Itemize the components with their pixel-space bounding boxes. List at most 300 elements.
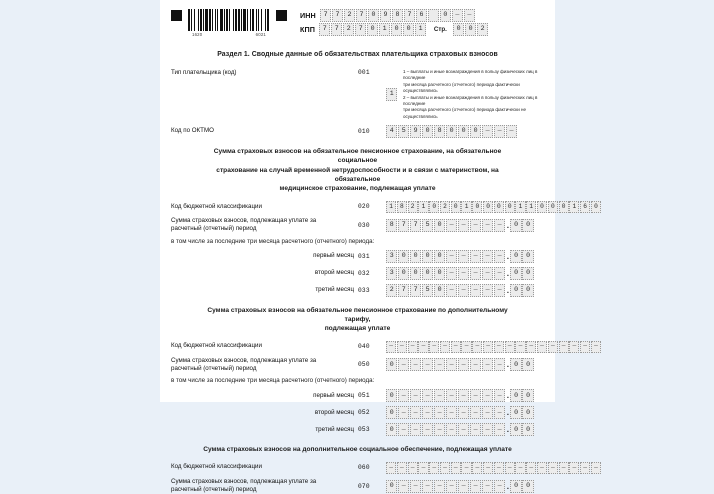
char-cell[interactable]: — [408, 341, 418, 353]
char-cell[interactable]: 9 [380, 9, 391, 22]
block1-title-line1: Сумма страховых взносов на обязательное пенсионное страхование, на обязательное социальное [213, 148, 502, 165]
char-cell[interactable]: — [494, 267, 505, 280]
char-cell[interactable]: 0 [434, 284, 445, 297]
block2-kbk-field[interactable] [386, 341, 602, 353]
char-cell[interactable]: — [461, 462, 471, 474]
char-cell[interactable]: — [397, 341, 407, 353]
char-cell[interactable]: — [494, 389, 505, 402]
char-cell[interactable]: 0 [522, 284, 533, 297]
char-cell[interactable]: 0 [398, 250, 409, 263]
char-cell[interactable]: — [446, 406, 457, 419]
char-cell[interactable]: 0 [510, 250, 521, 263]
char-cell[interactable]: — [440, 462, 450, 474]
char-cell[interactable]: 0 [391, 23, 402, 36]
char-cell[interactable] [428, 9, 439, 22]
payer-type-hint-line3: 2 – выплаты и иные вознаграждения в пользу физических лиц в последние [402, 94, 538, 106]
char-cell[interactable]: 0 [522, 250, 533, 263]
block2-incl-note: в том числе за последние три месяца расчетного (отчетного) периода: [171, 377, 375, 385]
char-cell[interactable]: — [482, 219, 493, 232]
char-cell[interactable]: — [446, 358, 457, 371]
form-page [160, 0, 598, 494]
block3-sum-code: 070 [358, 482, 370, 490]
char-cell[interactable]: — [422, 480, 433, 493]
char-cell[interactable]: — [494, 480, 505, 493]
char-cell[interactable]: — [494, 250, 505, 263]
char-cell[interactable]: — [472, 462, 482, 474]
char-cell[interactable]: — [410, 480, 421, 493]
char-cell[interactable]: 7 [320, 9, 331, 22]
char-cell[interactable]: 0 [410, 267, 421, 280]
char-cell[interactable]: 6 [416, 9, 427, 22]
block2-sum-label [171, 357, 358, 374]
char-cell[interactable]: — [505, 341, 515, 353]
char-cell[interactable]: — [470, 358, 481, 371]
char-cell[interactable]: — [461, 341, 471, 353]
char-cell[interactable]: 0 [410, 250, 421, 263]
char-cell[interactable]: 0 [422, 125, 433, 138]
char-cell[interactable]: — [422, 423, 433, 436]
char-cell[interactable]: 1 [415, 23, 426, 36]
char-cell[interactable]: — [505, 462, 515, 474]
char-cell[interactable]: 1 [515, 201, 525, 213]
char-cell[interactable]: 0 [386, 480, 397, 493]
char-cell[interactable]: — [580, 462, 590, 474]
char-cell[interactable]: 0 [446, 125, 457, 138]
page-label: Стр. [433, 26, 447, 33]
row-oktmo [171, 125, 544, 138]
block2-month-3-kop-field[interactable] [510, 423, 534, 436]
char-cell[interactable]: 0 [510, 358, 521, 371]
char-cell[interactable]: — [446, 267, 457, 280]
char-cell[interactable]: 0 [510, 480, 521, 493]
block2-month-1-label: первый месяц [313, 391, 354, 399]
char-cell[interactable]: 3 [386, 267, 397, 280]
block3-kbk-code: 060 [358, 464, 370, 472]
char-cell[interactable]: — [458, 406, 469, 419]
char-cell[interactable]: 0 [429, 201, 439, 213]
char-cell[interactable]: — [446, 250, 457, 263]
block1-kbk-code: 020 [358, 203, 370, 211]
alignment-square-right-icon [276, 10, 287, 21]
char-cell[interactable]: — [386, 462, 396, 474]
char-cell[interactable]: — [446, 423, 457, 436]
char-cell[interactable]: — [559, 462, 569, 474]
char-cell[interactable]: 7 [356, 9, 367, 22]
char-cell[interactable]: 1 [418, 201, 428, 213]
char-cell[interactable]: — [434, 389, 445, 402]
char-cell[interactable]: 0 [458, 125, 469, 138]
char-cell[interactable]: — [422, 358, 433, 371]
block2-month-2-rub-field[interactable] [386, 406, 506, 419]
char-cell[interactable]: — [458, 480, 469, 493]
block1-month-2-separator: . [505, 269, 511, 279]
row-block2-kbk [171, 341, 598, 353]
block2-month-2-separator: . [505, 409, 511, 419]
char-cell[interactable]: — [458, 389, 469, 402]
block2-month-1-separator: . [505, 392, 511, 402]
row-block3-kbk [171, 462, 598, 474]
char-cell[interactable]: — [482, 267, 493, 280]
char-cell[interactable]: — [458, 423, 469, 436]
block3-sum-label-line2: расчетный (отчетный) период [171, 486, 257, 494]
block3-sum-separator: . [505, 482, 511, 492]
char-cell[interactable]: — [515, 462, 525, 474]
row-block1-sum [171, 217, 544, 234]
char-cell[interactable]: — [397, 462, 407, 474]
char-cell[interactable]: — [472, 341, 482, 353]
block2-sum-code: 050 [358, 361, 370, 369]
char-cell[interactable]: — [470, 250, 481, 263]
char-cell[interactable]: — [434, 358, 445, 371]
char-cell[interactable]: 0 [422, 267, 433, 280]
row-block1-month-1 [171, 250, 544, 263]
char-cell[interactable]: — [482, 423, 493, 436]
char-cell[interactable]: — [537, 462, 547, 474]
char-cell[interactable]: — [482, 406, 493, 419]
char-cell[interactable]: — [559, 341, 569, 353]
char-cell[interactable]: — [526, 341, 536, 353]
block2-sum-rub-field[interactable] [386, 358, 506, 371]
char-cell[interactable]: — [418, 341, 428, 353]
char-cell[interactable]: 0 [422, 250, 433, 263]
char-cell[interactable]: 7 [398, 284, 409, 297]
char-cell[interactable]: 0 [440, 9, 451, 22]
char-cell[interactable]: 0 [453, 23, 464, 36]
char-cell[interactable]: — [569, 341, 579, 353]
char-cell[interactable]: 0 [510, 219, 521, 232]
char-cell[interactable]: — [410, 389, 421, 402]
char-cell[interactable]: 4 [386, 125, 397, 138]
char-cell[interactable]: 0 [386, 358, 397, 371]
char-cell[interactable]: 0 [548, 201, 558, 213]
block1-sum-label-line2: расчетный (отчетный) период [171, 225, 257, 233]
payer-type-hint-line2: три месяца расчетного (отчетного) периода фактически осуществлялись [402, 81, 520, 94]
block3-sum-label-line1: Сумма страховых взносов, подлежащая уплате за [171, 477, 317, 485]
alignment-square-left-icon [171, 10, 182, 21]
block2-sum-label-line2: расчетный (отчетный) период [171, 364, 257, 372]
char-cell[interactable]: 7 [332, 9, 343, 22]
char-cell[interactable]: 0 [522, 480, 533, 493]
char-cell[interactable]: 7 [404, 9, 415, 22]
char-cell[interactable]: 0 [403, 23, 414, 36]
char-cell[interactable]: 7 [319, 23, 330, 36]
char-cell[interactable]: — [548, 462, 558, 474]
char-cell[interactable]: 0 [510, 423, 521, 436]
char-cell[interactable]: — [410, 358, 421, 371]
char-cell[interactable]: — [458, 358, 469, 371]
block2-month-3-separator: . [505, 426, 511, 436]
char-cell[interactable]: 0 [451, 201, 461, 213]
block3-title-line1: Сумма страховых взносов на дополнительное социальное обеспечение, подлежащая уплате [203, 446, 512, 454]
char-cell[interactable]: 0 [522, 389, 533, 402]
block2-kbk-label: Код бюджетной классификации [171, 342, 262, 350]
char-cell[interactable]: 6 [580, 201, 590, 213]
char-cell[interactable]: — [494, 423, 505, 436]
char-cell[interactable]: — [446, 480, 457, 493]
payer-type-code: 001 [358, 69, 370, 76]
block1-sum-rub-field[interactable] [386, 219, 506, 232]
char-cell[interactable]: 9 [410, 125, 421, 138]
block2-month-2-kop-field[interactable] [510, 406, 534, 419]
block1-month-1-rub-field[interactable] [386, 250, 506, 263]
barcode-number-right: 6021 [255, 31, 266, 37]
block2-title-line2: подлежащая уплате [324, 325, 391, 333]
char-cell[interactable]: 0 [505, 201, 515, 213]
char-cell[interactable]: 1 [386, 88, 397, 101]
char-cell[interactable]: — [482, 284, 493, 297]
char-cell[interactable]: 3 [386, 250, 397, 263]
char-cell[interactable]: 8 [397, 201, 407, 213]
char-cell[interactable]: 0 [368, 9, 379, 22]
block1-kbk-label: Код бюджетной классификации [171, 202, 262, 210]
char-cell[interactable]: 2 [386, 284, 397, 297]
char-cell[interactable]: — [458, 267, 469, 280]
char-cell[interactable]: 5 [422, 219, 433, 232]
char-cell[interactable]: 0 [434, 250, 445, 263]
block1-month-1-separator: . [505, 252, 511, 262]
block1-month-3-rub-field[interactable] [386, 284, 506, 297]
char-cell[interactable]: 0 [510, 284, 521, 297]
char-cell[interactable]: 7 [410, 284, 421, 297]
char-cell[interactable]: 0 [367, 23, 378, 36]
char-cell[interactable]: 1 [526, 201, 536, 213]
char-cell[interactable]: 5 [422, 284, 433, 297]
char-cell[interactable]: — [482, 125, 493, 138]
inn-row [300, 9, 544, 21]
char-cell[interactable]: — [470, 480, 481, 493]
char-cell[interactable]: — [470, 284, 481, 297]
char-cell[interactable]: — [506, 125, 517, 138]
char-cell[interactable]: 0 [386, 389, 397, 402]
char-cell[interactable]: — [494, 341, 504, 353]
char-cell[interactable]: — [591, 341, 601, 353]
block1-month-2-kop-field[interactable] [510, 267, 534, 280]
block2-title [197, 306, 518, 334]
block2-month-3-rub-field[interactable] [386, 423, 506, 436]
char-cell[interactable]: 7 [355, 23, 366, 36]
block2-month-1-rub-field[interactable] [386, 389, 506, 402]
char-cell[interactable]: — [386, 341, 396, 353]
block3-sum-kop-field[interactable] [510, 480, 534, 493]
row-block1-month-2 [171, 267, 544, 280]
char-cell[interactable]: — [482, 250, 493, 263]
char-cell[interactable]: — [451, 462, 461, 474]
block1-month-2-rub-field[interactable] [386, 267, 506, 280]
char-cell[interactable]: 8 [386, 219, 397, 232]
char-cell[interactable]: — [494, 219, 505, 232]
block2-sum-kop-field[interactable] [510, 358, 534, 371]
char-cell[interactable]: 0 [398, 267, 409, 280]
row-block2-sum [171, 357, 544, 374]
block1-month-1-label: первый месяц [313, 251, 354, 259]
block1-incl-note: в том числе за последние три месяца расчетного (отчетного) периода: [171, 237, 375, 245]
char-cell[interactable]: 8 [434, 125, 445, 138]
char-cell[interactable]: 0 [386, 423, 397, 436]
block2-sum-label-line1: Сумма страховых взносов, подлежащая уплате за [171, 356, 317, 364]
char-cell[interactable]: — [458, 219, 469, 232]
block1-month-3-kop-field[interactable] [510, 284, 534, 297]
row-block3-sum [171, 478, 544, 494]
block2-month-2-code: 052 [358, 409, 370, 417]
char-cell[interactable]: 0 [522, 267, 533, 280]
char-cell[interactable]: — [434, 406, 445, 419]
char-cell[interactable]: — [398, 406, 409, 419]
char-cell[interactable]: — [422, 389, 433, 402]
char-cell[interactable]: 0 [522, 358, 533, 371]
kpp-field[interactable] [319, 23, 427, 36]
char-cell[interactable]: — [580, 341, 590, 353]
char-cell[interactable]: — [482, 389, 493, 402]
char-cell[interactable]: 0 [494, 201, 504, 213]
char-cell[interactable]: — [408, 462, 418, 474]
char-cell[interactable]: — [451, 341, 461, 353]
char-cell[interactable]: — [410, 423, 421, 436]
page-number-field[interactable] [453, 23, 489, 36]
char-cell[interactable]: — [483, 341, 493, 353]
char-cell[interactable]: — [410, 406, 421, 419]
block1-month-1-kop-field[interactable] [510, 250, 534, 263]
row-block1-kbk [171, 201, 598, 213]
char-cell[interactable]: 2 [440, 201, 450, 213]
row-block1-month-3 [171, 284, 544, 297]
char-cell[interactable]: 2 [477, 23, 488, 36]
char-cell[interactable]: — [569, 462, 579, 474]
char-cell[interactable]: — [398, 423, 409, 436]
char-cell[interactable]: 0 [434, 219, 445, 232]
char-cell[interactable]: 0 [510, 389, 521, 402]
char-cell[interactable]: 1 [461, 201, 471, 213]
char-cell[interactable]: 0 [510, 406, 521, 419]
char-cell[interactable]: 2 [344, 9, 355, 22]
char-cell[interactable]: 2 [408, 201, 418, 213]
char-cell[interactable]: — [398, 358, 409, 371]
char-cell[interactable]: — [483, 462, 493, 474]
inn-label: ИНН [300, 10, 316, 20]
char-cell[interactable]: — [591, 462, 601, 474]
char-cell[interactable]: — [434, 423, 445, 436]
char-cell[interactable]: 0 [386, 406, 397, 419]
payer-type-hint [403, 69, 544, 120]
block3-kbk-field[interactable] [386, 462, 602, 474]
char-cell[interactable]: — [494, 284, 505, 297]
char-cell[interactable]: 7 [331, 23, 342, 36]
identifiers-block [300, 9, 544, 38]
char-cell[interactable]: 1 [386, 201, 396, 213]
char-cell[interactable]: — [470, 267, 481, 280]
char-cell[interactable]: 7 [410, 219, 421, 232]
char-cell[interactable]: — [470, 423, 481, 436]
block2-month-3-label: третий месяц [315, 425, 354, 433]
char-cell[interactable]: 5 [398, 125, 409, 138]
char-cell[interactable]: — [482, 358, 493, 371]
char-cell[interactable]: — [458, 284, 469, 297]
char-cell[interactable]: — [548, 341, 558, 353]
char-cell[interactable]: 0 [472, 201, 482, 213]
oktmo-code: 010 [358, 128, 370, 135]
inn-field[interactable] [320, 9, 476, 22]
char-cell[interactable]: 0 [559, 201, 569, 213]
block1-month-3-code: 033 [358, 286, 370, 294]
payer-type-field[interactable] [386, 88, 398, 101]
char-cell[interactable]: 0 [465, 23, 476, 36]
char-cell[interactable]: — [429, 462, 439, 474]
char-cell[interactable]: — [429, 341, 439, 353]
char-cell[interactable]: 7 [398, 219, 409, 232]
block1-title [197, 147, 518, 194]
row-payer-type [171, 69, 544, 120]
block2-title-line1: Сумма страховых взносов на обязательное пенсионное страхование по дополнительному тарифу, [207, 306, 508, 323]
form-header [171, 9, 544, 38]
char-cell[interactable]: 0 [522, 423, 533, 436]
char-cell[interactable]: — [458, 250, 469, 263]
char-cell[interactable]: — [494, 462, 504, 474]
block1-month-1-code: 031 [358, 252, 370, 260]
char-cell[interactable]: — [452, 9, 463, 22]
barcode-number-left: 1620 [192, 31, 203, 37]
char-cell[interactable]: 0 [591, 201, 601, 213]
char-cell[interactable]: — [470, 389, 481, 402]
char-cell[interactable]: — [422, 406, 433, 419]
char-cell[interactable]: 8 [392, 9, 403, 22]
block2-sum-separator: . [505, 361, 511, 371]
block2-month-1-kop-field[interactable] [510, 389, 534, 402]
block3-title [177, 445, 538, 454]
char-cell[interactable]: — [446, 389, 457, 402]
char-cell[interactable]: — [494, 406, 505, 419]
block1-sum-kop-field[interactable] [510, 219, 534, 232]
char-cell[interactable]: 1 [569, 201, 579, 213]
kpp-label: КПП [300, 25, 316, 34]
char-cell[interactable]: — [418, 462, 428, 474]
block1-kbk-field[interactable] [386, 201, 602, 213]
char-cell[interactable]: 0 [470, 125, 481, 138]
kpp-row [300, 24, 544, 36]
char-cell[interactable]: — [494, 125, 505, 138]
char-cell[interactable]: 0 [434, 267, 445, 280]
payer-type-hint-line1: 1 – выплаты и иные вознаграждения в пользу физических лиц в последние [402, 69, 538, 81]
block3-sum-rub-field[interactable] [386, 480, 506, 493]
char-cell[interactable]: — [398, 389, 409, 402]
char-cell[interactable]: — [494, 358, 505, 371]
block1-month-2-label: второй месяц [314, 268, 354, 276]
char-cell[interactable]: 1 [379, 23, 390, 36]
char-cell[interactable]: — [537, 341, 547, 353]
char-cell[interactable]: — [526, 462, 536, 474]
char-cell[interactable]: 2 [343, 23, 354, 36]
char-cell[interactable]: — [446, 284, 457, 297]
char-cell[interactable]: — [440, 341, 450, 353]
char-cell[interactable]: 0 [522, 219, 533, 232]
char-cell[interactable]: 0 [537, 201, 547, 213]
oktmo-label: Код по ОКТМО [171, 127, 214, 135]
block1-month-3-separator: . [505, 286, 511, 296]
char-cell[interactable]: — [482, 480, 493, 493]
char-cell[interactable]: — [434, 480, 445, 493]
char-cell[interactable]: — [470, 219, 481, 232]
block3-sum-label [171, 478, 358, 494]
char-cell[interactable]: — [515, 341, 525, 353]
char-cell[interactable]: — [470, 406, 481, 419]
char-cell[interactable]: — [446, 219, 457, 232]
char-cell[interactable]: 0 [522, 406, 533, 419]
char-cell[interactable]: — [464, 9, 475, 22]
block2-month-1-code: 051 [358, 392, 370, 400]
char-cell[interactable]: 0 [510, 267, 521, 280]
char-cell[interactable]: 0 [483, 201, 493, 213]
block1-sum-separator: . [505, 221, 511, 231]
oktmo-field[interactable] [386, 125, 518, 138]
char-cell[interactable]: — [398, 480, 409, 493]
